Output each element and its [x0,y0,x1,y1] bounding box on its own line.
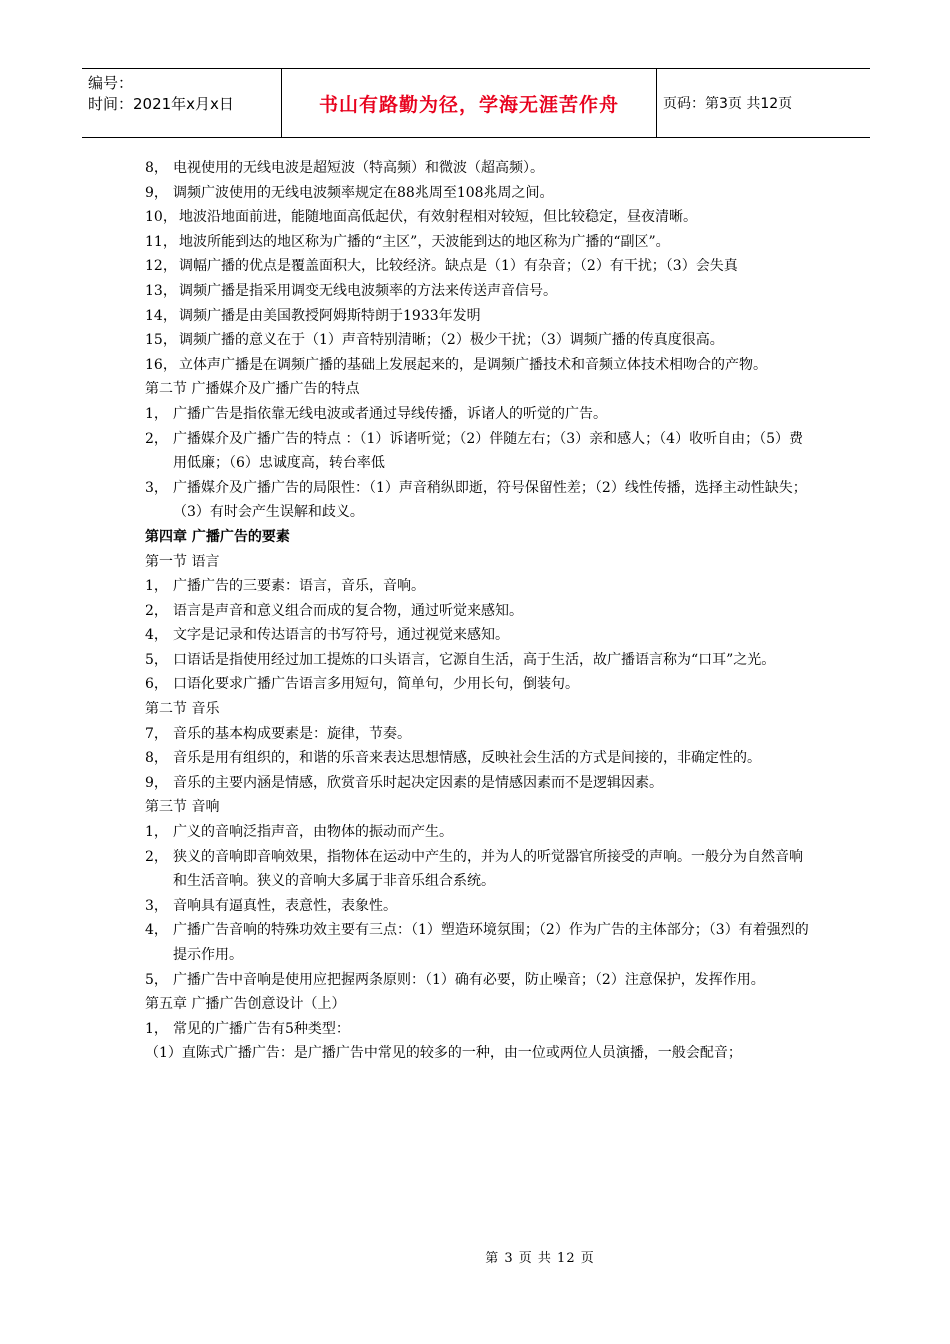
item-number: 13， [145,282,177,299]
item-text: 调频广播的意义在于（1）声音特别清晰；（2）极少干扰；（3）调频广播的传真度很高。 [179,332,724,349]
item-text: 狭义的音响即音响效果，指物体在运动中产生的，并为人的听觉器官所接受的声响。一般分为自然音响和生活音响。狭义的音响大多属于非音乐组合系统。 [173,848,803,890]
chapter-heading: 第五章 广播广告创意设计（上） [145,996,346,1013]
item-number: 15， [145,332,177,349]
item-text: 调幅广播的优点是覆盖面积大，比较经济。缺点是（1）有杂音；（2）有干扰；（3）会失真 [179,258,738,275]
list-item [145,353,810,378]
item-text: 地波所能到达的地区称为广播的“主区”，天波能到达的地区称为广播的“副区”。 [179,233,670,250]
list-section-radio [145,156,810,377]
item-text: 广播广告是指依靠无线电波或者通过导线传播，诉诸人的听觉的广告。 [173,405,607,422]
header-motto: 书山有路勤为径，学海无涯苦作舟 [282,69,657,137]
section-heading: 第一节 语言 [145,553,220,570]
list-item [145,746,810,771]
item-text: 音乐是用有组织的，和谐的乐音来表达思想情感，反映社会生活的方式是间接的，非确定性的。 [173,750,761,767]
list-item [145,402,810,427]
list-item [145,599,810,624]
header-page-info: 页码：第3页 共12页 [663,96,793,112]
list-item [145,1017,810,1042]
section-heading: 第三节 音响 [145,799,220,816]
item-text: 口语话是指使用经过加工提炼的口头语言，它源自生活，高于生活，故广播语言称为“口耳”之光。 [173,651,776,668]
item-number: 3， [145,479,168,496]
item-text: 语言是声音和意义组合而成的复合物，通过听觉来感知。 [173,602,523,619]
item-text: 广播广告的三要素：语言，音乐，音响。 [173,578,425,595]
item-number: 1， [145,405,168,422]
item-text: 调频广播是由美国教授阿姆斯特朗于1933年发明 [179,307,481,324]
item-number: 11， [145,233,177,250]
list-item [145,968,810,993]
item-number: 8， [145,160,168,176]
item-text: 音乐的主要内涵是情感，欣赏音乐时起决定因素的是情感因素而不是逻辑因素。 [173,774,663,791]
item-text: 广播媒介及广播广告的特点 ：（1）诉诸听觉；（2）伴随左右；（3）亲和感人；（4）收听自由；（5）费用低廉；（6）忠诚度高，转台率低 [173,430,803,472]
item-number: 14， [145,307,177,324]
list-section-sound [145,820,810,992]
list-item [145,771,810,796]
item-text: 常见的广播广告有5种类型： [173,1020,350,1037]
list-item [145,328,810,353]
list-section-language-b [145,623,810,697]
item-text: 口语化要求广播广告语言多用短句，简单句，少用长句，倒装句。 [173,676,579,693]
item-number: 6， [145,676,168,693]
section-heading: 第二节 音乐 [145,701,220,718]
item-number: 2， [145,848,168,865]
paragraph: （1）直陈式广播广告：是广播广告中常见的较多的一种，由一位或两位人员演播，一般会配音； [145,1045,742,1062]
list-item [145,845,810,894]
list-item [145,574,810,599]
item-number: 4， [145,922,168,939]
list-item [145,648,810,673]
item-text: 广播广告音响的特殊功效主要有三点：（1）塑造环境氛围；（2）作为广告的主体部分；（3）有着强烈的提示作用。 [173,922,809,963]
list-item [145,476,810,525]
section-heading: 第二节 广播媒介及广播广告的特点 [145,381,360,398]
item-text: 地波沿地面前进，能随地面高低起伏，有效射程相对较短，但比较稳定，昼夜清晰。 [179,209,697,226]
list-item [145,722,810,747]
list-item [145,672,810,697]
list-item [145,181,810,206]
list-item [145,279,810,304]
item-number: 10， [145,209,177,226]
header-time: 时间：2021年x月x日 [88,95,234,113]
list-item [145,205,810,230]
list-item [145,254,810,279]
page-header [82,68,870,138]
chapter-heading: 第四章 广播广告的要素 [145,528,290,545]
item-number: 2， [145,430,168,447]
item-text: 立体声广播是在调频广播的基础上发展起来的，是调频广播技术和音频立体技术相吻合的产物。 [179,356,767,373]
item-number: 12， [145,258,177,275]
list-item [145,230,810,255]
list-item [145,894,810,919]
item-number: 1， [145,824,168,841]
item-number: 5， [145,971,168,988]
item-number: 5， [145,651,168,668]
item-text: 广播媒介及广播广告的局限性：（1）声音稍纵即逝，符号保留性差；（2）线性传播，选择主动性缺失；（3）有时会产生误解和歧义。 [173,479,807,521]
list-item [145,427,810,476]
page-footer: 第 3 页 共 12 页 [485,1251,595,1266]
item-number: 1， [145,578,168,595]
item-text: 广播广告中音响是使用应把握两条原则：（1）确有必要，防止噪音；（2）注意保护，发挥作用。 [173,971,765,988]
item-text: 调频广播是指采用调变无线电波频率的方法来传送声音信号。 [179,282,557,299]
item-text: 调频广波使用的无线电波频率规定在88兆周至108兆周之间。 [173,184,554,201]
list-item [145,304,810,329]
list-item [145,623,810,648]
header-meta [82,69,282,137]
list-item [145,918,810,967]
item-text: 音乐的基本构成要素是：旋律，节奏。 [173,725,411,742]
item-number: 9， [145,774,168,791]
list-section-media [145,402,810,525]
item-number: 7， [145,725,168,742]
list-item [145,820,810,845]
header-number: 编号： [88,74,134,92]
item-text: 文字是记录和传达语言的书写符号，通过视觉来感知。 [173,627,509,644]
list-section-creative [145,1017,810,1042]
item-number: 4， [145,627,168,644]
item-number: 1， [145,1020,168,1037]
item-number: 8， [145,750,168,767]
document-body [145,156,810,1066]
list-section-music [145,722,810,796]
item-number: 16， [145,356,177,373]
item-text: 电视使用的无线电波是超短波（特高频）和微波（超高频）。 [173,160,544,176]
item-text: 广义的音响泛指声音，由物体的振动而产生。 [173,824,453,841]
item-text: 音响具有逼真性，表意性，表象性。 [173,897,397,914]
list-item [145,156,810,181]
item-number: 9， [145,184,168,201]
item-number: 2， [145,602,168,619]
item-number: 3， [145,897,168,914]
list-section-language-a [145,574,810,623]
